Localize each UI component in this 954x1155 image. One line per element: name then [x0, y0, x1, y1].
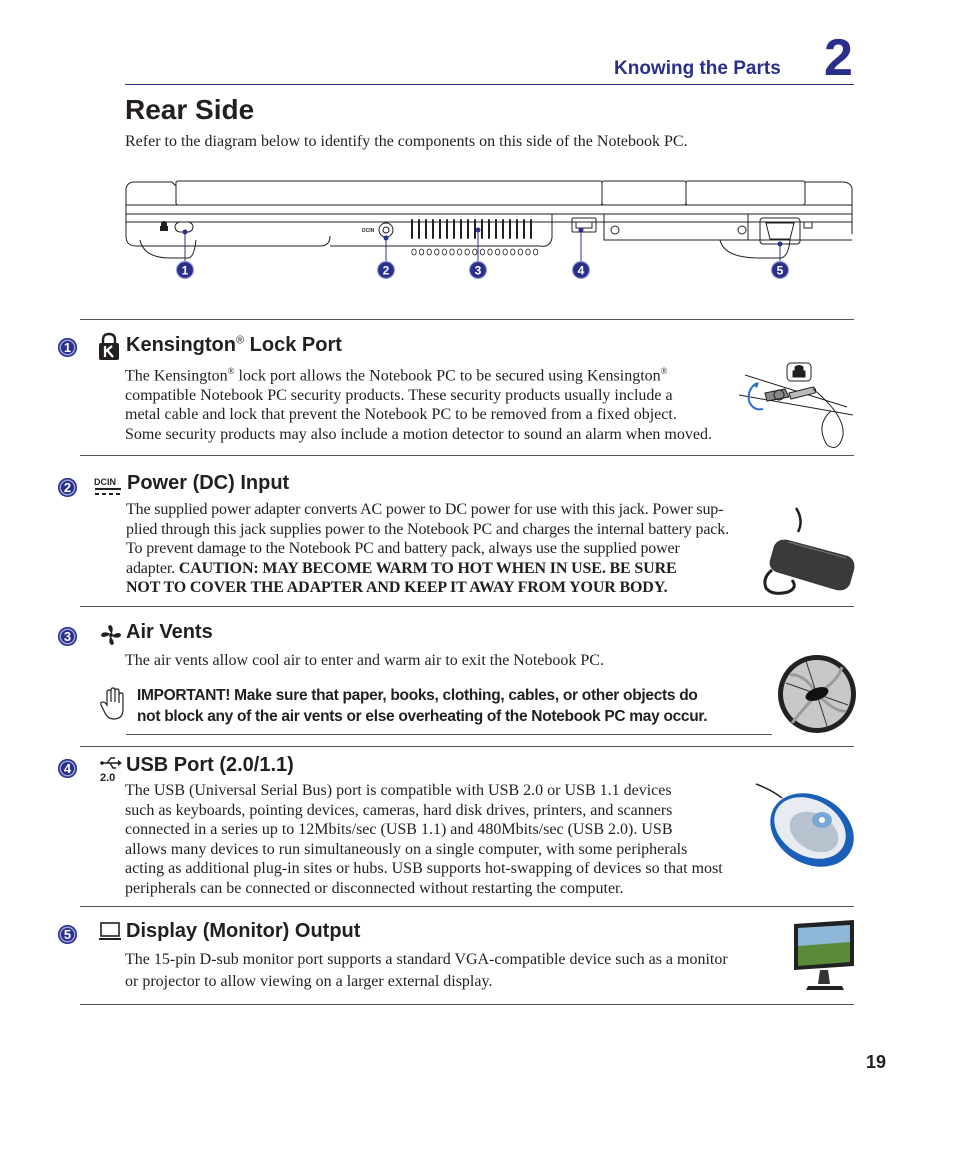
usb-description: The USB (Universal Serial Bus) port is compatible with USB 2.0 or USB 1.1 devices such as keyboards, pointing devices, cameras, hard disk drives, printers, and scanners connected in a series up to 12Mbits/sec (USB 1.1) and 480Mbits/sec (USB 2.0). USB allows many devices to run simultaneously on a single computer, with some peripherals acting as additional plug-in sites or hubs. USB supports hot-swapping of devices so that most peripherals can be connected or disconnected without restarting the computer. [125, 782, 723, 897]
diagram-callout-1 [177, 230, 194, 279]
hand-warning-icon [100, 687, 126, 721]
diagram-callout-3 [470, 228, 487, 279]
svg-text:DCIN: DCIN [94, 477, 116, 487]
section-title-display: Display (Monitor) Output [126, 920, 361, 942]
section-rule-5 [80, 906, 854, 907]
diagram-callout-5 [772, 242, 789, 279]
important-rule [126, 734, 772, 735]
kensington-cable-illustration [735, 355, 855, 455]
chapter-number: 2 [824, 29, 853, 87]
air-vents-description: The air vents allow cool air to enter and warm air to exit the Notebook PC. [125, 652, 604, 669]
fan-illustration [776, 653, 858, 735]
important-note: IMPORTANT! Make sure that paper, books, clothing, cables, or other objects do not block any of the air vents or else overheating of the Notebook PC may occur. [137, 687, 708, 725]
diagram-callout-2 [378, 236, 395, 279]
section-title-usb: USB Port (2.0/1.1) [126, 754, 294, 776]
page-title: Rear Side [125, 94, 255, 125]
section-rule-end [80, 1004, 854, 1005]
section-rule-3 [80, 606, 854, 607]
kensington-description: The Kensington® lock port allows the Notebook PC to be secured using Kensington® compatible Notebook PC security products. These security products usually include a metal cable and lock that prevent the Notebook PC to be removed from a fixed object. Some security products may also include a motion detector to sound an alarm when moved. [125, 366, 712, 443]
section-number-1: 1 [58, 338, 77, 357]
fan-icon [100, 624, 122, 646]
chapter-title: Knowing the Parts [614, 58, 781, 79]
dcin-port-label: DCIN [362, 228, 375, 234]
diagram-callout-label: 4 [577, 263, 585, 278]
display-description: The 15-pin D-sub monitor port supports a standard VGA-compatible device such as a monitor or projector to allow viewing on a larger external display. [125, 951, 728, 990]
section-title-air-vents: Air Vents [126, 621, 213, 643]
diagram-callout-4 [573, 228, 590, 279]
rear-side-diagram [120, 178, 860, 278]
power-description: The supplied power adapter converts AC power to DC power for use with this jack. Power sup- plied through this jack supplies power to the Notebook PC and charges the internal battery pack. To prevent damage to the Notebook PC and battery pack, always use the supplied power adapter. CAUTION: MAY BECOME WARM TO HOT WHEN IN USE. BE SURE NOT TO COVER THE ADAPTER AND KEEP IT AWAY FROM YOUR BODY. [126, 501, 729, 596]
usb-icon [100, 756, 122, 770]
section-number-2: 2 [58, 478, 77, 497]
intro-text: Refer to the diagram below to identify the components on this side of the Notebook PC. [125, 133, 688, 150]
section-number-3: 3 [58, 627, 77, 646]
diagram-callout-label: 2 [382, 263, 390, 278]
kensington-lock-icon [98, 333, 120, 361]
diagram-callout-label: 3 [474, 263, 482, 278]
dc-input-icon [94, 476, 122, 496]
header-rule [125, 84, 854, 85]
section-rule-1 [80, 319, 854, 320]
monitor-illustration [792, 920, 856, 992]
section-number-4: 4 [58, 759, 77, 778]
power-adapter-illustration [758, 500, 858, 600]
section-rule-2 [80, 455, 854, 456]
section-title-power: Power (DC) Input [127, 472, 290, 494]
section-number-5: 5 [58, 925, 77, 944]
usb-version-label: 2.0 [100, 772, 116, 784]
page-number: 19 [866, 1052, 887, 1072]
diagram-callout-label: 5 [776, 263, 784, 278]
section-rule-4 [80, 746, 854, 747]
section-title-kensington: Kensington® Lock Port [126, 334, 342, 356]
diagram-callout-label: 1 [181, 263, 189, 278]
monitor-icon [99, 922, 121, 942]
mouse-illustration [752, 780, 856, 872]
